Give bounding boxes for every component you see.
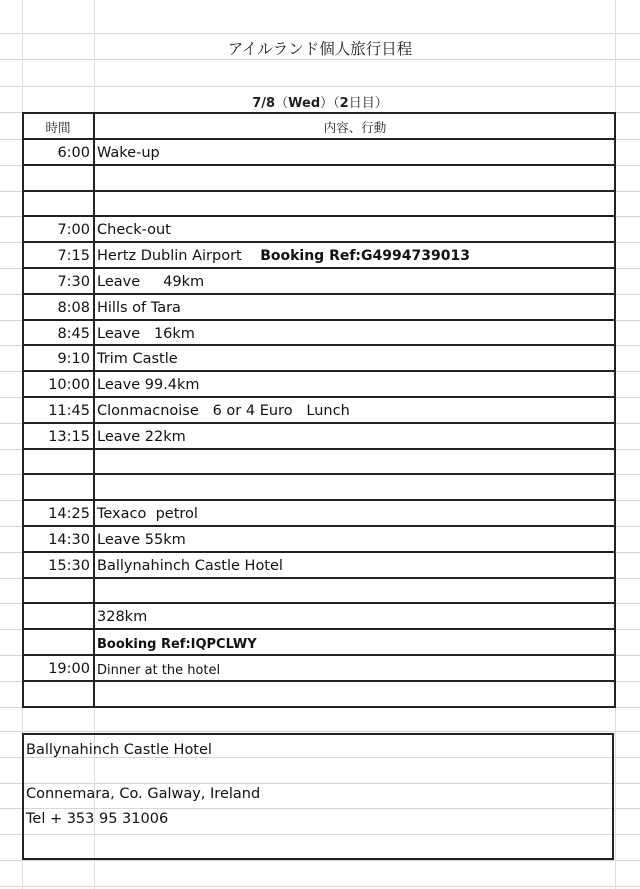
activity-text: Hills of Tara: [97, 300, 181, 316]
hotel-name: Ballynahinch Castle Hotel: [26, 742, 212, 758]
table-border-top: [22, 112, 616, 114]
weekday-value: Wed: [288, 96, 321, 111]
row-activity: [97, 273, 612, 291]
document-title: アイルランド個人旅行日程: [227, 40, 413, 58]
row-activity: [97, 402, 612, 420]
row-time: 7:00: [57, 222, 90, 238]
row-time: 9:10: [57, 351, 90, 367]
activity-text: Ballynahinch Castle Hotel: [97, 558, 283, 574]
row-border: [22, 164, 616, 166]
row-time: 15:30: [48, 558, 90, 574]
row-border: [22, 551, 616, 553]
hotel-phone: Tel + 353 95 31006: [26, 811, 169, 827]
date-header: [0, 92, 640, 111]
activity-text: Leave 16km: [97, 326, 195, 342]
grid-line-h: [0, 59, 640, 60]
row-time: 11:45: [48, 403, 90, 419]
activity-text: Check-out: [97, 222, 171, 238]
row-time: 8:08: [57, 300, 90, 316]
hotel-address: Connemara, Co. Galway, Ireland: [26, 786, 261, 802]
column-header-time: 時間: [45, 120, 71, 135]
row-time: 14:25: [48, 506, 90, 522]
activity-text: Clonmacnoise 6 or 4 Euro Lunch: [97, 403, 350, 419]
grid-line-h: [0, 33, 640, 34]
row-border: [22, 525, 616, 527]
date-paren-open: （: [275, 96, 289, 111]
row-activity: [97, 662, 612, 680]
activity-text: Leave 99.4km: [97, 377, 200, 393]
row-border: [22, 654, 616, 656]
date-value: 7/8: [252, 96, 276, 111]
row-border: [22, 215, 616, 217]
column-header-activity: 内容、行動: [323, 120, 387, 135]
row-border: [22, 680, 616, 682]
table-border-right: [614, 112, 616, 708]
row-activity: [97, 636, 612, 654]
row-activity: [97, 221, 612, 239]
row-activity: [97, 299, 612, 317]
activity-text: Dinner at the hotel: [97, 663, 221, 678]
grid-line-h: [0, 731, 640, 732]
row-activity: [97, 144, 612, 162]
grid-line-h: [0, 86, 640, 87]
row-border: [22, 448, 616, 450]
activity-text: Leave 55km: [97, 532, 186, 548]
day-suffix: 日目: [348, 96, 375, 111]
row-border: [22, 319, 616, 321]
day-number: 2: [339, 96, 349, 111]
activity-text: Trim Castle: [97, 351, 178, 367]
row-time: 10:00: [48, 377, 90, 393]
row-border: [22, 370, 616, 372]
row-activity: [97, 325, 612, 343]
row-border: [22, 190, 616, 192]
row-border: [22, 602, 616, 604]
row-border: [22, 396, 616, 398]
row-activity: [97, 505, 612, 523]
activity-text: Wake-up: [97, 145, 160, 161]
row-border: [22, 473, 616, 475]
row-time: 13:15: [48, 429, 90, 445]
date-paren-close: ）: [374, 96, 388, 111]
activity-text: Texaco petrol: [97, 506, 198, 522]
row-activity: [97, 376, 612, 394]
grid-line-h: [0, 860, 640, 861]
row-border: [22, 499, 616, 501]
row-border: [22, 267, 616, 269]
row-activity: [97, 350, 612, 368]
row-time: 7:30: [57, 274, 90, 290]
row-border: [22, 577, 616, 579]
row-border: [22, 293, 616, 295]
row-time: 19:00: [48, 661, 90, 677]
activity-text: Hertz Dublin Airport: [97, 248, 261, 264]
row-activity: [97, 247, 612, 265]
row-time: 7:15: [57, 248, 90, 264]
row-border: [22, 706, 616, 708]
row-border: [22, 241, 616, 243]
activity-text: 328km: [97, 609, 148, 625]
row-time: 14:30: [48, 532, 90, 548]
row-border: [22, 138, 616, 140]
row-activity: [97, 531, 612, 549]
column-divider: [93, 112, 95, 708]
grid-line-h: [0, 886, 640, 887]
row-activity: [97, 608, 612, 626]
row-time: 6:00: [57, 145, 90, 161]
activity-text: Booking Ref:IQPCLWY: [97, 637, 257, 652]
row-activity: [97, 428, 612, 446]
booking-reference: Booking Ref:G4994739013: [260, 248, 470, 264]
row-time: 8:45: [57, 326, 90, 342]
activity-text: Leave 49km: [97, 274, 205, 290]
activity-text: Leave 22km: [97, 429, 186, 445]
date-paren-mid: ）（: [320, 96, 340, 111]
row-border: [22, 422, 616, 424]
row-border: [22, 628, 616, 630]
row-border: [22, 344, 616, 346]
row-activity: [97, 557, 612, 575]
